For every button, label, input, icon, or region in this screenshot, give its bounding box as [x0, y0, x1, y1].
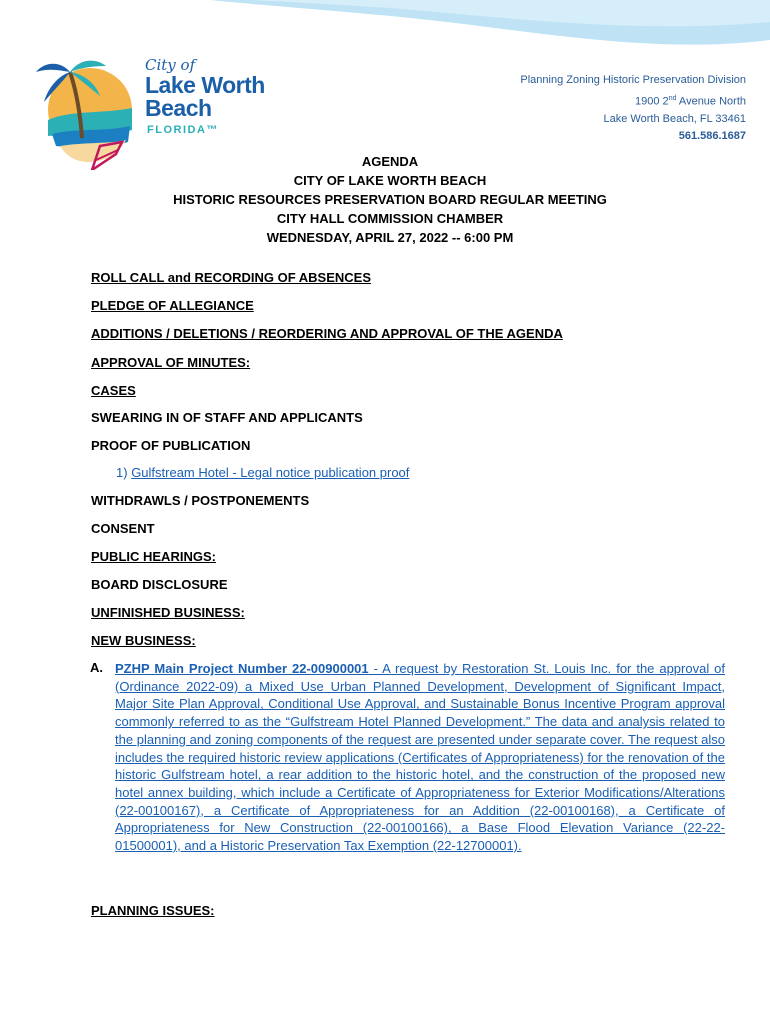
- section-unfinished-business: UNFINISHED BUSINESS:: [91, 605, 245, 620]
- section-withdrawls: WITHDRAWLS / POSTPONEMENTS: [91, 493, 310, 508]
- street-address: [520, 90, 746, 111]
- logo-name: [145, 74, 265, 120]
- section-proof: PROOF OF PUBLICATION: [91, 438, 251, 453]
- heading-line-5: WEDNESDAY, APRIL 27, 2022 -- 6:00 PM: [266, 230, 514, 245]
- new-business-item-letter: A.: [90, 660, 103, 675]
- section-new-business: NEW BUSINESS:: [91, 633, 196, 648]
- new-business-item-a[interactable]: [115, 660, 725, 855]
- street-name: Avenue North: [676, 95, 746, 108]
- section-public-hearings: PUBLIC HEARINGS:: [91, 549, 216, 564]
- proof-publication-link[interactable]: Gulfstream Hotel - Legal notice publication proof: [131, 465, 410, 480]
- agenda-heading: [60, 152, 720, 247]
- section-cases: CASES: [91, 383, 136, 398]
- logo-name-line1: Lake Worth: [145, 72, 265, 98]
- proof-item-number: 1): [116, 465, 128, 480]
- header-wave-graphic: [210, 0, 770, 60]
- logo-name-line2: Beach: [145, 95, 212, 121]
- section-planning-issues: PLANNING ISSUES:: [91, 903, 215, 918]
- heading-line-2: CITY OF LAKE WORTH BEACH: [293, 173, 487, 188]
- section-additions: ADDITIONS / DELETIONS / REORDERING AND APPROVAL OF THE AGENDA: [91, 326, 563, 341]
- section-roll-call: ROLL CALL and RECORDING OF ABSENCES: [91, 270, 371, 285]
- proof-item: [116, 465, 409, 480]
- street-suffix: nd: [668, 94, 677, 102]
- logo-state: FLORIDA™: [147, 124, 219, 136]
- heading-line-1: AGENDA: [361, 154, 419, 169]
- section-consent: CONSENT: [91, 521, 155, 536]
- logo-city-of: City of: [145, 56, 196, 74]
- division-name: Planning Zoning Historic Preservation Division: [520, 74, 746, 86]
- section-swearing: SWEARING IN OF STAFF AND APPLICANTS: [91, 410, 363, 425]
- city-line: Lake Worth Beach, FL 33461: [603, 112, 746, 125]
- heading-line-4: CITY HALL COMMISSION CHAMBER: [276, 211, 504, 226]
- division-address: [520, 72, 746, 146]
- section-minutes: APPROVAL OF MINUTES:: [91, 355, 251, 370]
- phone-number: 561.586.1687: [678, 130, 746, 143]
- section-pledge: PLEDGE OF ALLEGIANCE: [91, 298, 254, 313]
- street-number: 1900 2: [635, 95, 669, 108]
- heading-line-3: HISTORIC RESOURCES PRESERVATION BOARD REGULAR MEETING: [173, 192, 607, 207]
- project-number-link[interactable]: PZHP Main Project Number 22-00900001: [115, 661, 369, 676]
- project-description: - A request by Restoration St. Louis Inc. for the approval of (Ordinance 2022-09) a Mixed Use Urban Planned Development, Development of Significant Impact, Major Site Plan Approval, Conditional Use Approval, and Sustainable Bonus Incentive Program approval commonly referred to as the “Gulfstream Hotel Planned Development.” The data and analysis related to the planning and zoning components of the request are presented under separate cover. The request also includes the required historic review applications (Certificates of Appropriateness) for the renovation of the historic Gulfstream hotel, a rear addition to the historic hotel, and the construction of the proposed new hotel annex building, which include a Certificate of Appropriateness for Exterior Modifications/Alterations (22-00100167), a Certificate of Appropriateness for an Addition (22-00100168), a Certificate of Appropriateness for New Construction (22-00100166), a Base Flood Elevation Variance (22-22-01500001), and a Historic Preservation Tax Exemption (22-12700001).: [115, 661, 725, 854]
- section-board-disclosure: BOARD DISCLOSURE: [91, 577, 228, 592]
